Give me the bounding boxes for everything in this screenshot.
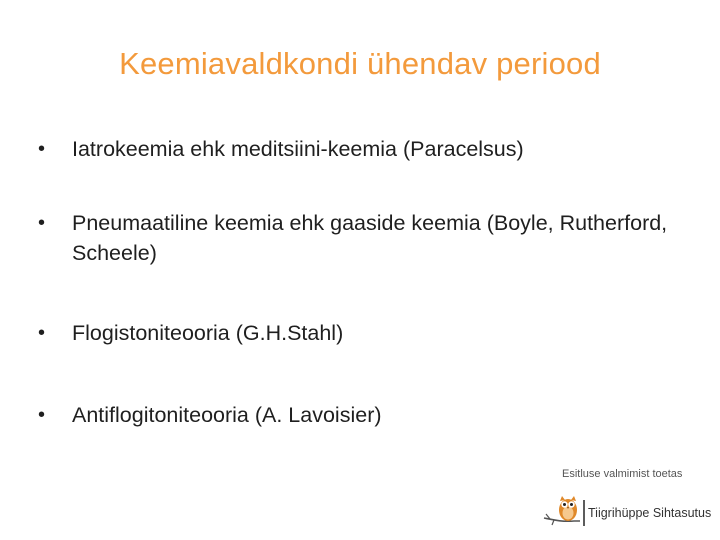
bullet-icon: • [38,322,46,344]
list-item [38,208,688,268]
bullet-text: Pneumaatiline keemia ehk gaaside keemia (Boyle, Rutherford, Scheele) [72,211,668,265]
bullet-icon: • [38,138,46,160]
bullet-text: Antiflogitoniteooria (A. Lavoisier) [72,403,382,427]
list-item [38,134,688,164]
list-item [38,318,688,348]
list-item [38,400,688,430]
bullet-icon: • [38,404,46,426]
bullet-list [38,134,688,430]
bullet-text: Iatrokeemia ehk meditsiini-keemia (Paracelsus) [72,137,524,161]
bullet-icon: • [38,212,46,234]
sponsor-note: Esitluse valmimist toetas [562,468,683,480]
slide-title: Keemiavaldkondi ühendav periood [119,46,601,81]
bullet-text: Flogistoniteooria (G.H.Stahl) [72,321,344,345]
sponsor-name: Tiigrihüppe Sihtasutus [588,506,712,520]
